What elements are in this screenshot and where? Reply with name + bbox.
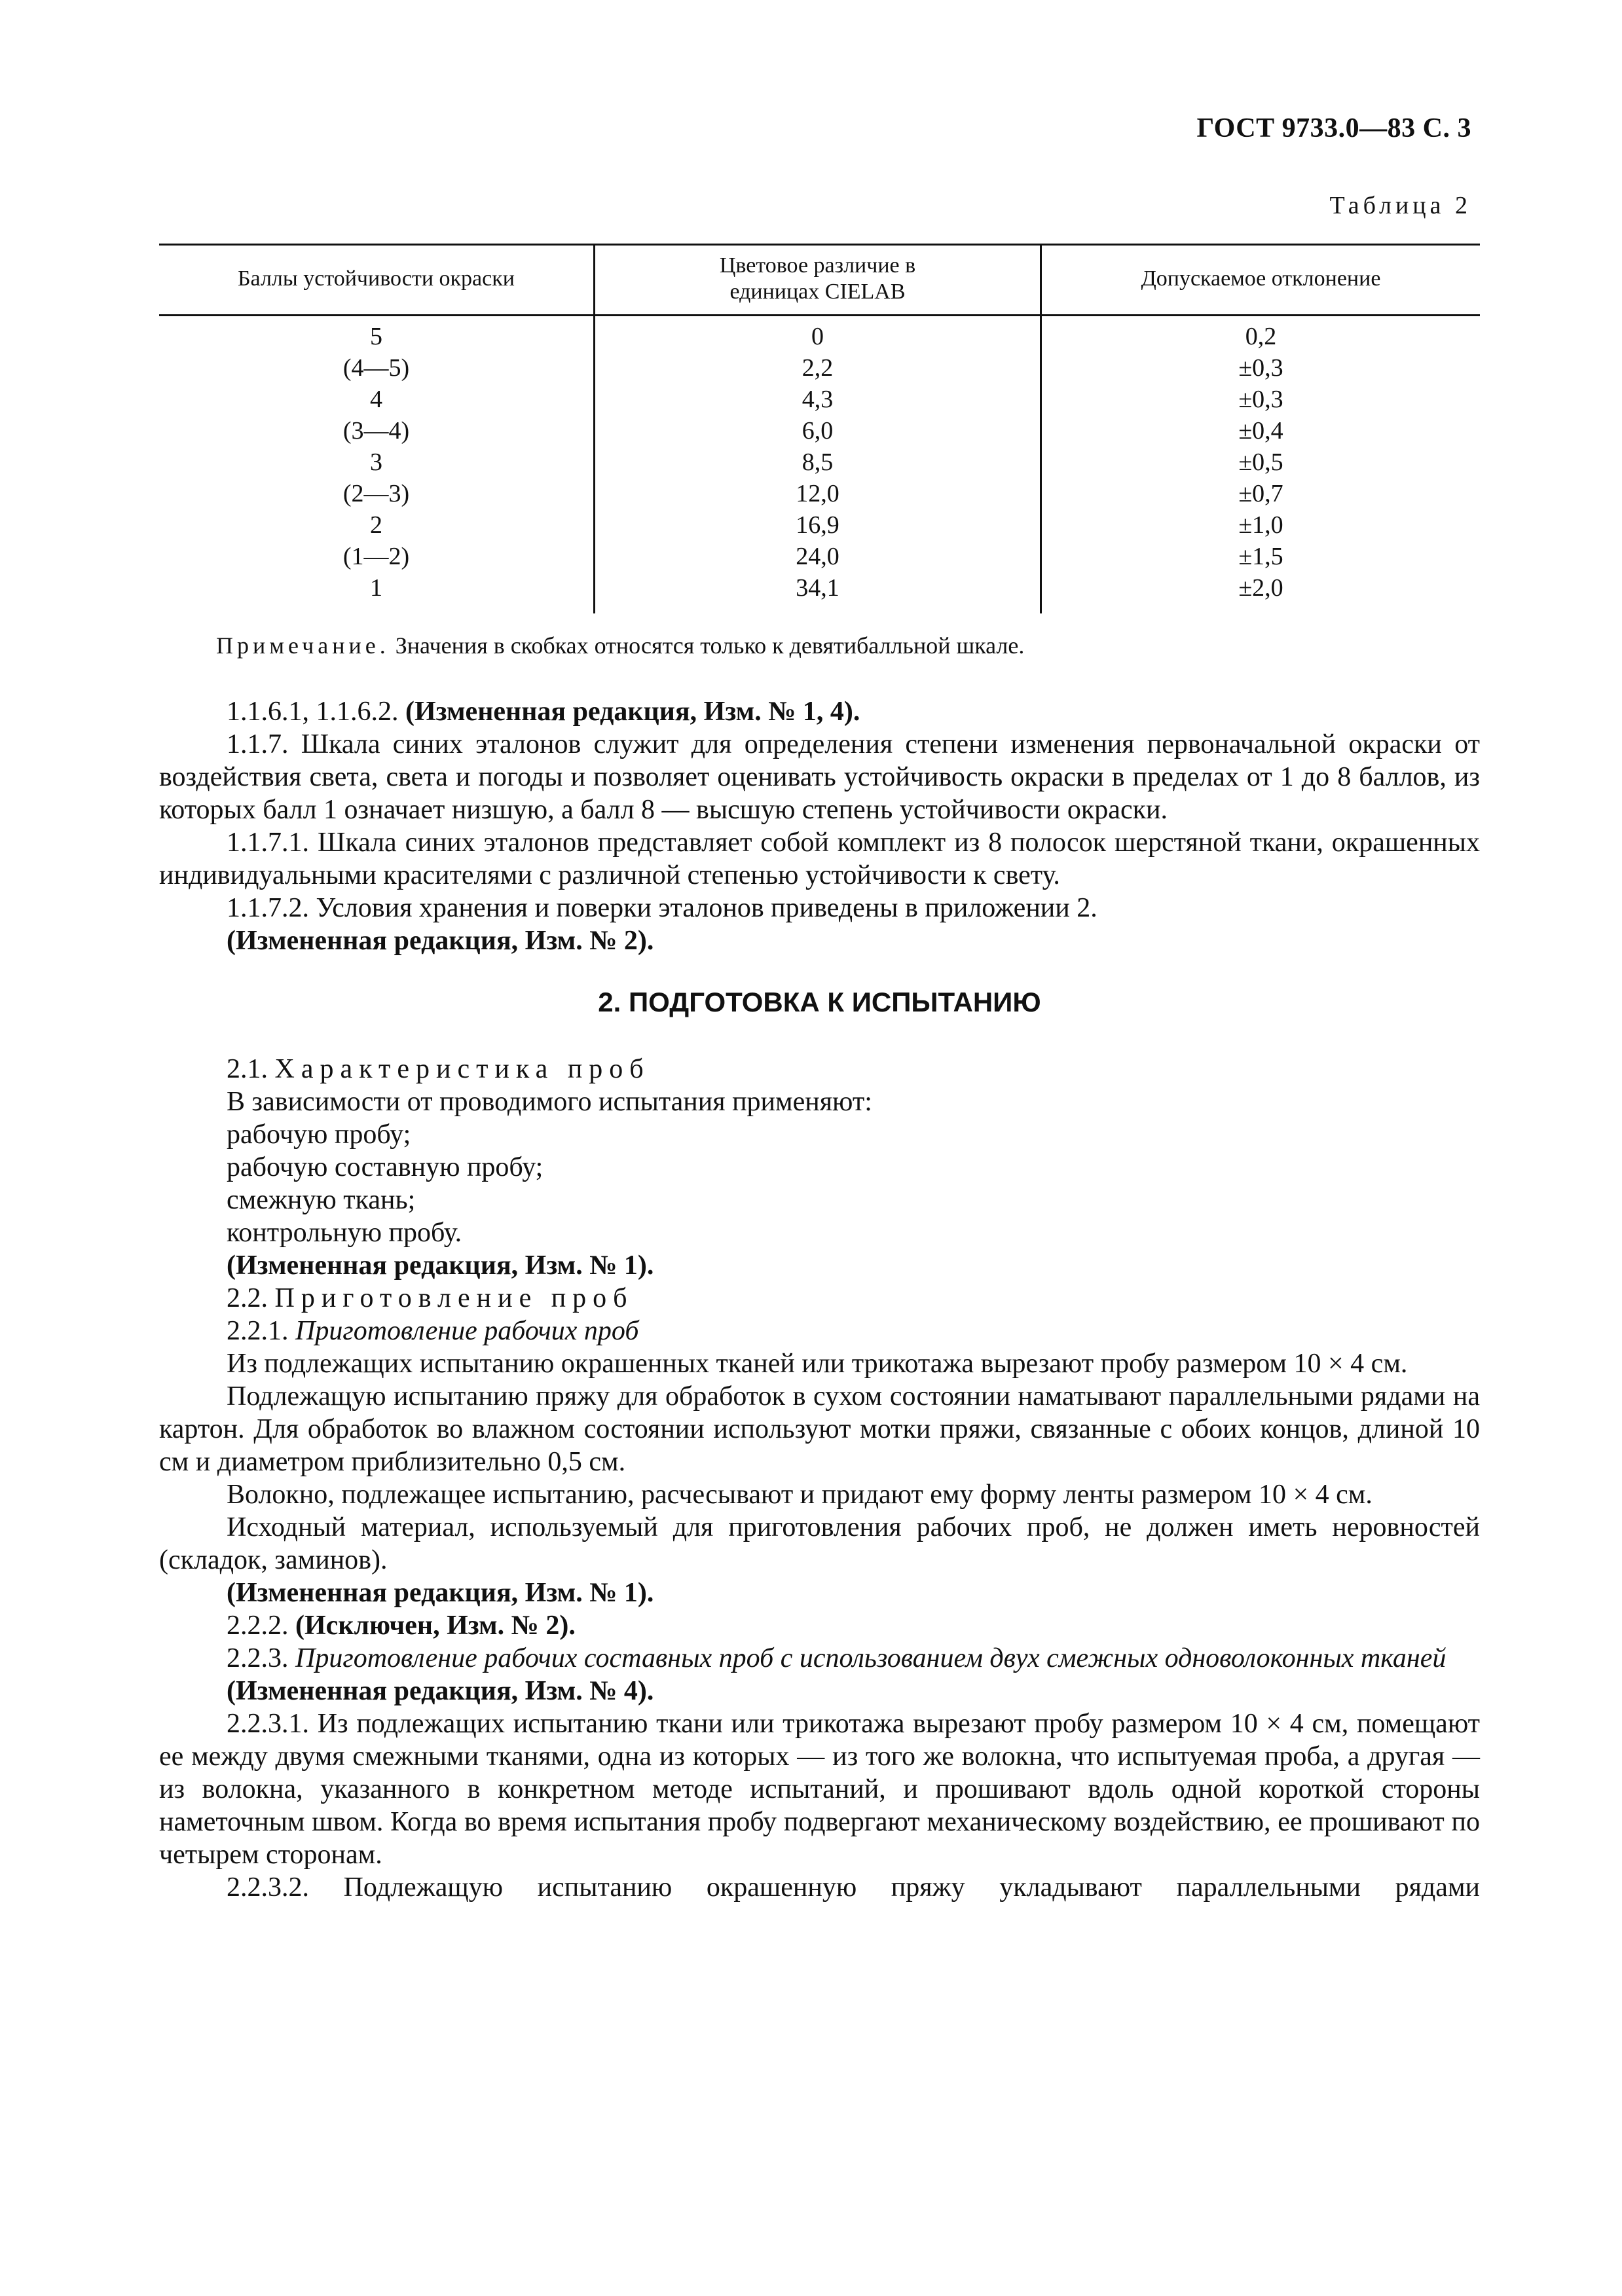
paragraph bbox=[159, 695, 1480, 728]
table-cell: ±0,5 bbox=[1238, 448, 1283, 476]
list-item: смежную ткань; bbox=[227, 1185, 416, 1215]
paragraph: В зависимости от проводимого испытания применяют: bbox=[227, 1087, 872, 1117]
paragraph: 2.2.3.2. Подлежащую испытанию окрашенную пряжу укладывают параллельными рядами bbox=[227, 1872, 1480, 1903]
clause-number: 2.1. bbox=[227, 1054, 275, 1084]
table-cell: 0,2 bbox=[1245, 323, 1277, 350]
table-column-difference bbox=[595, 321, 1040, 604]
table-cell: 3 bbox=[370, 448, 382, 476]
table-cell: (1—2) bbox=[342, 543, 410, 570]
clause-number: 2.2. bbox=[227, 1283, 275, 1313]
table-note bbox=[216, 632, 1024, 659]
paragraph: Из подлежащих испытанию окрашенных тканей или трикотажа вырезают пробу размером 10 × 4 см. bbox=[227, 1349, 1408, 1379]
paragraph bbox=[159, 1053, 1480, 1085]
paragraph bbox=[159, 1642, 1480, 1675]
note-label: Примечание. bbox=[216, 632, 390, 659]
paragraph: Исходный материал, используемый для приготовления рабочих проб, не должен иметь неровностей (складок, заминов). bbox=[159, 1512, 1480, 1575]
table-column-deviation bbox=[1042, 321, 1480, 604]
amendment-note: (Исключен, Изм. № 2). bbox=[295, 1611, 576, 1641]
clause-heading: Приготовление проб bbox=[274, 1283, 634, 1313]
list-item: контрольную пробу. bbox=[227, 1218, 462, 1248]
table-cell: (3—4) bbox=[342, 417, 410, 445]
table-header-text: Цветовое различие в единицах CIELAB bbox=[719, 253, 916, 304]
clause-number: 2.2.1. bbox=[227, 1316, 295, 1346]
list-item: рабочую пробу; bbox=[227, 1120, 411, 1150]
clause-number: 2.2.3. bbox=[227, 1643, 295, 1673]
table-cell: 4 bbox=[370, 386, 382, 413]
amendment-note: (Измененная редакция, Изм. № 1). bbox=[227, 1250, 654, 1281]
amendment-note: (Измененная редакция, Изм. № 4). bbox=[227, 1676, 654, 1706]
table-cell: ±0,3 bbox=[1238, 354, 1283, 382]
table-cell: ±0,7 bbox=[1238, 480, 1283, 507]
section-title: 2. ПОДГОТОВКА К ИСПЫТАНИЮ bbox=[598, 987, 1041, 1017]
table-cell: 24,0 bbox=[796, 543, 839, 570]
clause-heading: Приготовление рабочих проб bbox=[295, 1316, 639, 1346]
table-cell: ±1,5 bbox=[1238, 543, 1283, 570]
paragraph: Волокно, подлежащее испытанию, расчесывают и придают ему форму ленты размером 10 × 4 см. bbox=[227, 1480, 1373, 1510]
table-cell: ±0,4 bbox=[1238, 417, 1283, 445]
page-header: ГОСТ 9733.0—83 С. 3 bbox=[1196, 113, 1471, 143]
paragraph bbox=[159, 1282, 1480, 1315]
table-cell: ±1,0 bbox=[1238, 511, 1283, 539]
list-item: рабочую составную пробу; bbox=[227, 1152, 544, 1182]
table-cell: (4—5) bbox=[342, 354, 410, 382]
note-text: Значения в скобках относятся только к девятибалльной шкале. bbox=[389, 632, 1025, 659]
table-cell: 8,5 bbox=[802, 448, 834, 476]
table-cell: ±0,3 bbox=[1238, 386, 1283, 413]
paragraph: 1.1.7.2. Условия хранения и поверки эталонов приведены в приложении 2. bbox=[227, 893, 1097, 923]
table-cell: 12,0 bbox=[796, 480, 839, 507]
amendment-note: (Измененная редакция, Изм. № 1, 4). bbox=[405, 697, 860, 727]
paragraph: 1.1.7.1. Шкала синих эталонов представляет собой комплект из 8 полосок шерстяной ткани, окрашенных индивидуальными красителями с различной степенью устойчивости к свету. bbox=[159, 828, 1480, 890]
table-header-rule bbox=[159, 314, 1480, 316]
table-cell: 4,3 bbox=[802, 386, 834, 413]
table-cell: 34,1 bbox=[796, 574, 839, 602]
table-caption: Таблица 2 bbox=[1329, 192, 1471, 219]
clause-number: 1.1.6.1, 1.1.6.2. bbox=[227, 697, 405, 727]
table-cell: 5 bbox=[370, 323, 382, 350]
table-cell: 2,2 bbox=[802, 354, 834, 382]
table-cell: 0 bbox=[811, 323, 824, 350]
table-header-cell: Допускаемое отклонение bbox=[1141, 266, 1381, 291]
table-cell: (2—3) bbox=[342, 480, 410, 507]
body-text bbox=[159, 695, 1480, 1904]
clause-heading: Характеристика проб bbox=[274, 1054, 650, 1084]
table-column-scores bbox=[159, 321, 593, 604]
paragraph bbox=[159, 1609, 1480, 1642]
paragraph: Подлежащую испытанию пряжу для обработок в сухом состоянии наматывают параллельными рядами на картон. Для обработок во влажном состоянии используют мотки пряжи, связанные с обоих концов, длиной 10 см и диаметром приблизительно 0,5 см. bbox=[159, 1381, 1480, 1477]
table-cell: ±2,0 bbox=[1238, 574, 1283, 602]
table-cell: 16,9 bbox=[796, 511, 839, 539]
paragraph: 2.2.3.1. Из подлежащих испытанию ткани или трикотажа вырезают пробу размером 10 × 4 см, помещают ее между двумя смежными тканями, одна из которых — из того же волокна, что испытуемая проба, а другая — из волокна, указанного в конкретном методе испытаний, и прошивают вдоль одной короткой стороны наметочным швом. Когда во время испытания пробу подвергают механическому воздействию, ее прошивают по четырем сторонам. bbox=[159, 1709, 1480, 1870]
table-header-cell bbox=[595, 244, 1040, 314]
table-cell: 6,0 bbox=[802, 417, 834, 445]
amendment-note: (Измененная редакция, Изм. № 1). bbox=[227, 1578, 654, 1608]
table-cell: 2 bbox=[370, 511, 382, 539]
amendment-note: (Измененная редакция, Изм. № 2). bbox=[227, 926, 654, 956]
clause-heading: Приготовление рабочих составных проб с использованием двух смежных одноволоконных тканей bbox=[295, 1643, 1447, 1673]
table-header-cell: Баллы устойчивости окраски bbox=[238, 266, 515, 291]
paragraph: 1.1.7. Шкала синих эталонов служит для определения степени изменения первоначальной окраски от воздействия света, света и погоды и позволяет оценивать устойчивость окраски в пределах от 1 до 8 баллов, из которых балл 1 означает низшую, а балл 8 — высшую степень устойчивости окраски. bbox=[159, 729, 1480, 825]
table-cell: 1 bbox=[370, 574, 382, 602]
clause-number: 2.2.2. bbox=[227, 1611, 295, 1641]
paragraph bbox=[159, 1315, 1480, 1347]
